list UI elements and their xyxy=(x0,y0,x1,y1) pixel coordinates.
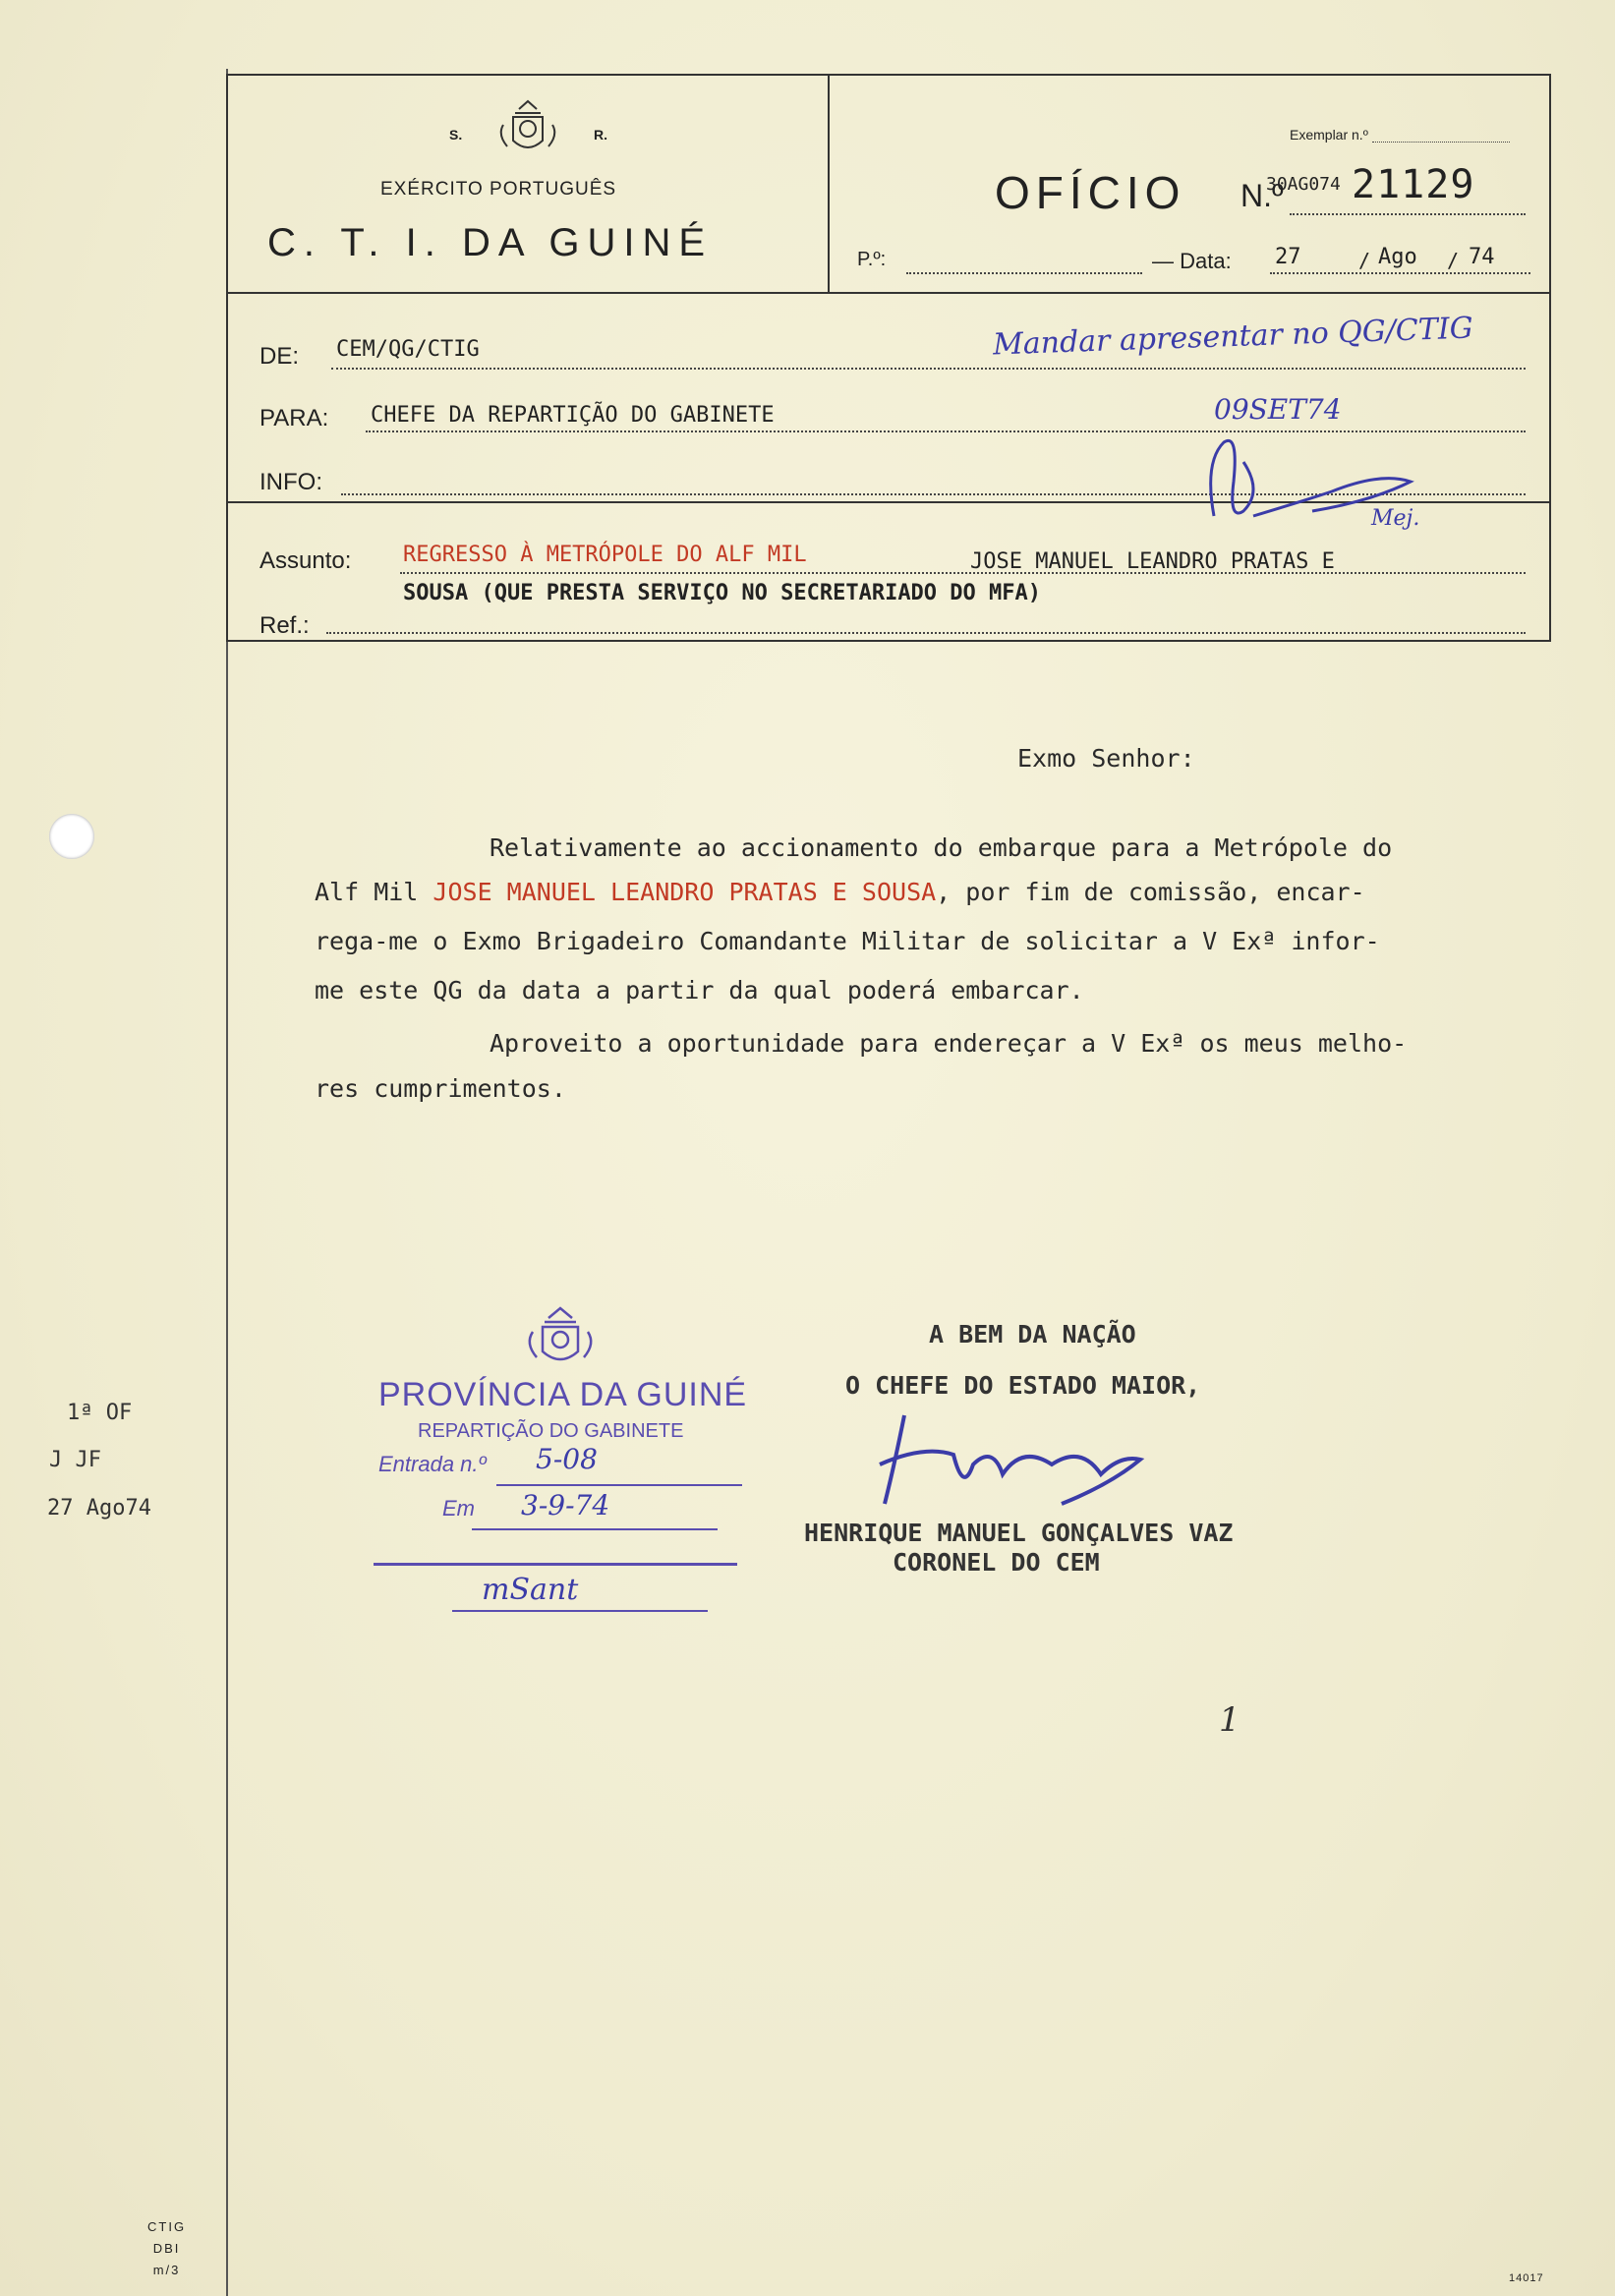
stamp-rubric: mSant xyxy=(482,1573,579,1607)
signature-scribble-icon xyxy=(865,1386,1219,1523)
header-box: S. R. EXÉRCITO PORTUGUÊS C. T. I. DA GUINÉ Exemplar n.º OFÍCIO N.º 30AG074 21129 P.º: — Data: 27 / Ago / 74 DE: CEM/QG/CTIG PARA: CHEFE DA REPARTIÇÃO DO GABINETE INFO: Assunto: REGRESSO À METRÓPOLE DO ALF MIL JOSE MANUEL LEANDRO PRATAS E SOUSA (QUE PRESTA SERVIÇO NO SECRETARIADO DO MFA) Ref.: xyxy=(226,74,1551,642)
assunto-line2: SOUSA (QUE PRESTA SERVIÇO NO SECRETARIADO DO MFA) xyxy=(403,581,1042,605)
handwritten-note: Mandar apresentar no QG/CTIG xyxy=(992,311,1474,363)
initials-note: Mej. xyxy=(1371,506,1420,531)
coat-of-arms-icon xyxy=(493,95,562,164)
army-name: EXÉRCITO PORTUGUÊS xyxy=(380,179,617,200)
de-label: DE: xyxy=(260,343,300,370)
s-letter: S. xyxy=(449,127,463,143)
info-label: INFO: xyxy=(260,469,322,495)
closing-line2: O CHEFE DO ESTADO MAIOR, xyxy=(845,1371,1201,1400)
paragraph1-line4: me este QG da data a partir da qual poderá embarcar. xyxy=(315,976,1084,1004)
r-letter: R. xyxy=(594,127,607,143)
assunto-label: Assunto: xyxy=(260,547,352,574)
paragraph1-line2: Alf Mil JOSE MANUEL LEANDRO PRATAS E SOUSA, por fim de comissão, encar- xyxy=(315,878,1365,906)
side-note-line1: 1ª OF xyxy=(67,1401,133,1425)
date-month: Ago xyxy=(1378,245,1417,269)
po-label: P.º: xyxy=(857,249,887,270)
paragraph1-line1: Relativamente ao accionamento do embarque para a Metrópole do xyxy=(490,833,1393,862)
number-prefix: 30AG074 xyxy=(1266,174,1341,195)
oficio-number: 21129 xyxy=(1352,162,1475,207)
side-note-line3: 27 Ago74 xyxy=(47,1496,151,1521)
margin-mark: 1 xyxy=(1219,1700,1240,1740)
date-year: 74 xyxy=(1469,245,1495,269)
signatory-rank: CORONEL DO CEM xyxy=(893,1548,1100,1577)
form-number: 14017 xyxy=(1509,2272,1544,2284)
ref-label: Ref.: xyxy=(260,612,310,639)
stamp-entrada-label: Entrada n.º xyxy=(378,1452,487,1476)
stamp-entrada-value: 5-08 xyxy=(536,1443,598,1475)
side-note-line2: J JF xyxy=(49,1448,101,1472)
stamp-em-value: 3-9-74 xyxy=(521,1489,610,1521)
stamp-em-label: Em xyxy=(442,1496,475,1521)
assunto-red: REGRESSO À METRÓPOLE DO ALF MIL xyxy=(403,543,807,567)
de-value: CEM/QG/CTIG xyxy=(336,337,480,362)
stamp-subtitle: REPARTIÇÃO DO GABINETE xyxy=(418,1420,684,1442)
footer-code: CTIG DBI m/3 xyxy=(147,2219,187,2277)
para-label: PARA: xyxy=(260,405,329,431)
exemplar-label: Exemplar n.º xyxy=(1290,127,1368,143)
oficio-title: OFÍCIO xyxy=(995,167,1186,218)
para-value: CHEFE DA REPARTIÇÃO DO GABINETE xyxy=(371,403,775,428)
stamp-crest-icon xyxy=(521,1302,600,1376)
salutation: Exmo Senhor: xyxy=(1017,744,1195,773)
date-separator: / xyxy=(1358,249,1371,272)
header-divider xyxy=(828,76,830,294)
reception-stamp xyxy=(374,1297,786,1612)
closing-line1: A BEM DA NAÇÃO xyxy=(929,1320,1136,1349)
paragraph2-line1: Aproveito a oportunidade para endereçar a V Exª os meus melho- xyxy=(490,1029,1408,1058)
exemplar-field xyxy=(1290,127,1510,143)
punch-hole xyxy=(49,814,94,859)
signatory-name: HENRIQUE MANUEL GONÇALVES VAZ xyxy=(804,1519,1234,1547)
data-label: — Data: xyxy=(1152,249,1232,273)
unit-name: C. T. I. DA GUINÉ xyxy=(267,221,714,264)
date-received-note: 09SET74 xyxy=(1214,393,1342,426)
assunto-line1: JOSE MANUEL LEANDRO PRATAS E xyxy=(970,549,1335,574)
person-name: JOSE MANUEL LEANDRO PRATAS E SOUSA xyxy=(433,878,937,906)
paragraph1-line3: rega-me o Exmo Brigadeiro Comandante Militar de solicitar a V Exª infor- xyxy=(315,927,1380,955)
number-label: N.º xyxy=(1240,178,1284,213)
date-day: 27 xyxy=(1275,245,1301,269)
paragraph2-line2: res cumprimentos. xyxy=(315,1074,566,1103)
stamp-title: PROVÍNCIA DA GUINÉ xyxy=(378,1376,748,1413)
header-rule xyxy=(228,292,1549,294)
